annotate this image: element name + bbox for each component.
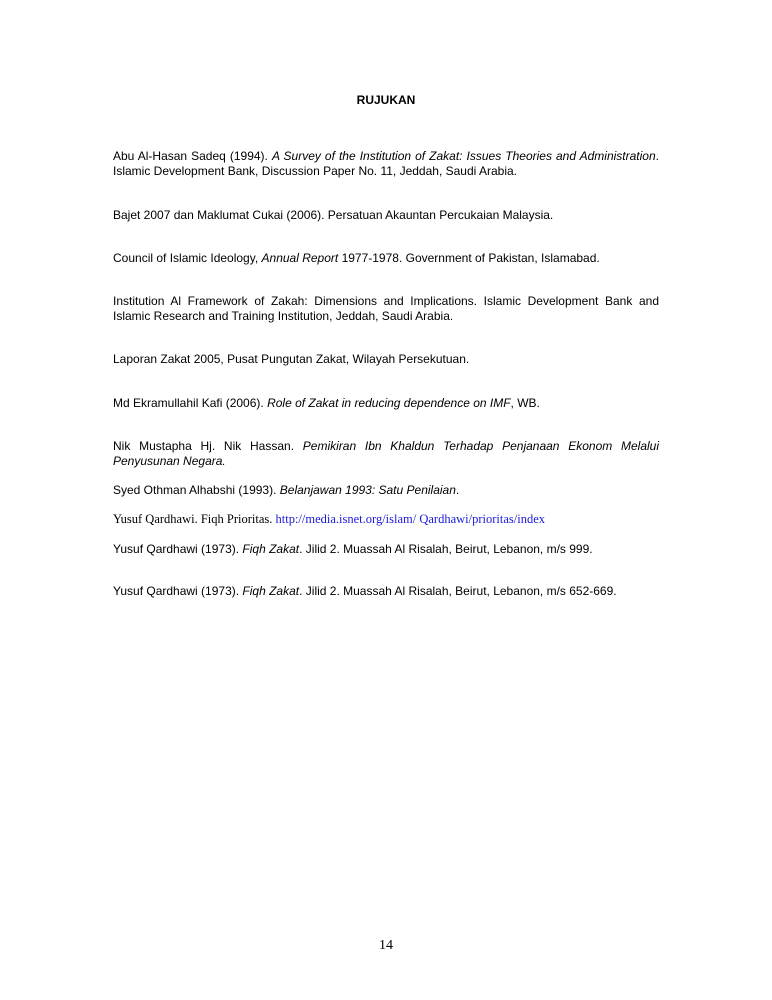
reference-prefix: Yusuf Qardhawi (1973). — [113, 542, 243, 556]
reference-item — [113, 294, 659, 324]
reference-prefix: Md Ekramullahil Kafi (2006). — [113, 396, 268, 410]
reference-suffix: . Islamic Development Bank, Discussion Paper No. 11, Jeddah, Saudi Arabia. — [113, 149, 659, 178]
reference-item — [113, 512, 659, 527]
reference-prefix: Syed Othman Alhabshi (1993). — [113, 483, 280, 497]
reference-title: Pemikiran Ibn Khaldun Terhadap Penjanaan Ekonom Melalui Penyusunan Negara. — [113, 439, 660, 468]
reference-title: Fiqh Zakat — [242, 542, 300, 556]
reference-text: Institution Al Framework of Zakah: Dimensions and Implications. Islamic Development Bank and Islamic Research and Training Institution, Jeddah, Saudi Arabia. — [113, 294, 659, 323]
reference-title: Belanjawan 1993: Satu Penilaian — [279, 483, 456, 497]
page-number: 14 — [379, 938, 393, 953]
reference-item — [113, 208, 659, 223]
reference-title: Annual Report — [261, 251, 339, 265]
reference-suffix: . Jilid 2. Muassah Al Risalah, Beirut, Lebanon, m/s 999. — [299, 542, 593, 556]
reference-item — [113, 439, 659, 469]
reference-prefix: Nik Mustapha Hj. Nik Hassan. — [113, 439, 303, 453]
reference-suffix: , WB. — [510, 396, 540, 410]
reference-prefix: Abu Al-Hasan Sadeq (1994). — [113, 149, 272, 163]
reference-item — [113, 542, 659, 557]
reference-suffix: . — [455, 483, 460, 497]
reference-prefix: Yusuf Qardhawi (1973). — [113, 584, 243, 598]
reference-text: Bajet 2007 dan Maklumat Cukai (2006). Persatuan Akauntan Percukaian Malaysia. — [113, 208, 554, 222]
reference-item — [113, 584, 659, 599]
reference-title: A Survey of the Institution of Zakat: Issues Theories and Administration — [271, 149, 656, 163]
reference-item — [113, 352, 659, 367]
reference-item — [113, 251, 659, 266]
reference-item — [113, 483, 659, 498]
section-heading: RUJUKAN — [356, 93, 416, 107]
reference-prefix: Council of Islamic Ideology, — [113, 251, 262, 265]
reference-text: Laporan Zakat 2005, Pusat Pungutan Zakat, Wilayah Persekutuan. — [113, 352, 470, 366]
reference-link[interactable]: http://media.isnet.org/islam/ Qardhawi/prioritas/index — [275, 512, 546, 526]
reference-item — [113, 149, 659, 179]
reference-prefix: Yusuf Qardhawi. Fiqh Prioritas. — [113, 512, 276, 526]
reference-title: Fiqh Zakat — [242, 584, 300, 598]
reference-item — [113, 396, 659, 411]
reference-title: Role of Zakat in reducing dependence on IMF — [267, 396, 511, 410]
reference-suffix: . Jilid 2. Muassah Al Risalah, Beirut, Lebanon, m/s 652-669. — [299, 584, 617, 598]
reference-suffix: 1977-1978. Government of Pakistan, Islamabad. — [338, 251, 600, 265]
